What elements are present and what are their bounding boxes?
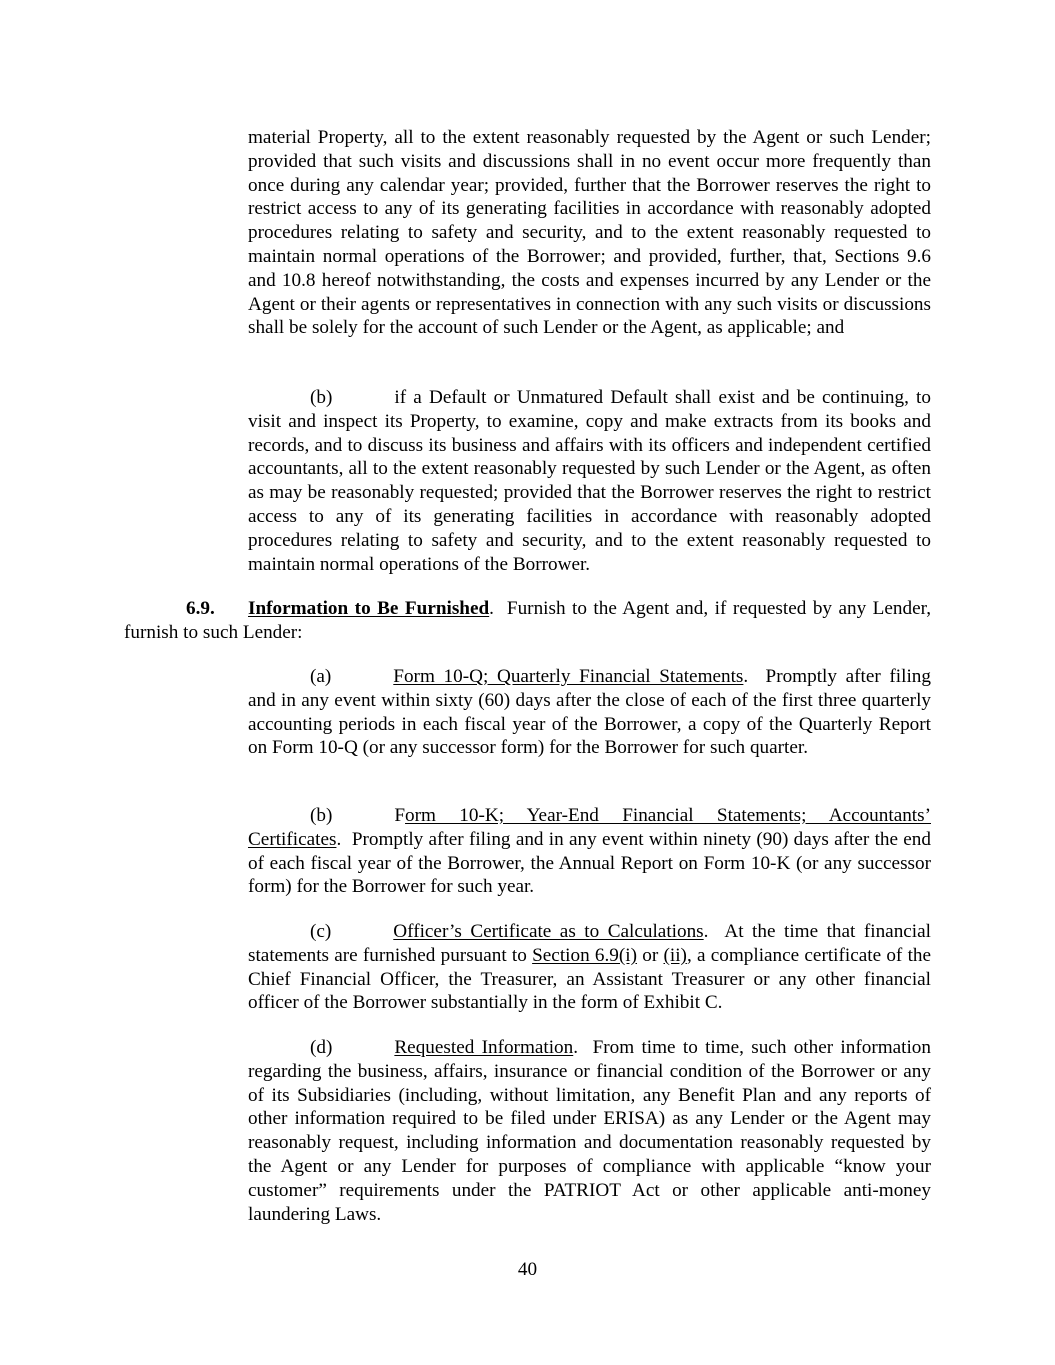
- item-label: (d): [310, 1037, 333, 1058]
- item-label: (b): [310, 387, 333, 408]
- item-text: Promptly after filing and in any event within ninety (90) days after the end of each fiscal year of the Borrower, the Annual Report on Form 10-K (or any successor form) for the Borrower for such year.: [248, 828, 931, 898]
- item-label: (b): [310, 805, 333, 826]
- item-title: Officer’s Certificate as to Calculations: [393, 921, 704, 942]
- item-title: Requested Information: [394, 1037, 574, 1058]
- item-text: Promptly after filing and in any event within sixty (60) days after the close of each of the first three quarterly accounting periods in each fiscal year of the Borrower, a copy of the Quarterly Report on Form 10-Q (or any successor form) for the Borrower for such quarter.: [248, 666, 931, 759]
- item-text: , a compliance certificate of the Chief Financial Officer, the Treasurer, an Assistant Treasurer or any other financial officer of the Borrower substantially in the form of Exhibit C.: [248, 944, 932, 1014]
- page-number: 40: [517, 1259, 538, 1280]
- item-text: or: [642, 944, 659, 966]
- item-text: At the time that financial statements are furnished pursuant to: [248, 921, 931, 966]
- section-6-9: [124, 597, 931, 645]
- section-reference: (ii): [663, 944, 687, 966]
- item-b: [248, 804, 931, 899]
- paragraph-text: if a Default or Unmatured Default shall exist and be continuing, to visit and inspect its Property, to examine, copy and make extracts from its books and records, and to discuss its business and affairs with its officers and independent certified accountants, all to the extent reasonably requested by such Lender or the Agent, as often as may be reasonably requested; provided that the Borrower reserves the right to restrict access to any of its generating facilities in accordance with reasonably adopted procedures relating to safety and security, and to the extent reasonably requested to maintain normal operations of the Borrower.: [248, 387, 931, 575]
- section-reference: Section 6.9(i): [532, 944, 637, 966]
- paragraph-continued: [248, 126, 931, 340]
- item-title: Form 10-Q; Quarterly Financial Statements: [393, 666, 744, 687]
- item-title-period: .: [573, 1037, 579, 1058]
- item-a: [248, 665, 931, 760]
- item-text: From time to time, such other information regarding the business, affairs, insurance or financial condition of the Borrower or any of its Subsidiaries (including, without limitation, any Benefit Plan and any reports of other information required to be filed under ERISA) as any Lender or the Agent may reasonably request, including information and documentation reasonably requested by the Agent or any Lender for purposes of compliance with applicable “know your customer” requirements under the PATRIOT Act or other applicable anti-money laundering Laws.: [248, 1037, 931, 1225]
- item-c: [248, 920, 931, 1015]
- item-title-lead: F: [394, 805, 406, 826]
- paragraph-b-inspection: [248, 386, 931, 576]
- item-label: (a): [310, 666, 332, 687]
- item-title-period: .: [743, 666, 749, 687]
- item-title: orm 10-K; Year-End Financial Statements; Accountants’ Certificates: [248, 805, 931, 850]
- item-label: (c): [310, 921, 332, 942]
- paragraph-text: material Property, all to the extent reasonably requested by the Agent or such Lender; provided that such visits and discussions shall in no event occur more frequently than once during any calendar year; provided, further that the Borrower reserves the right to restrict access to any of its generating facilities in accordance with reasonably adopted procedures relating to safety and security, and to the extent reasonably requested to maintain normal operations of the Borrower; and provided, further, that, Sections 9.6 and 10.8 hereof notwithstanding, the costs and expenses incurred by any Lender or the Agent or their agents or representatives in connection with any such visits or discussions shall be solely for the account of such Lender or the Agent, as applicable; and: [248, 127, 931, 339]
- section-number: 6.9.: [186, 598, 215, 619]
- section-heading-period: .: [489, 598, 494, 619]
- section-heading: Information to Be Furnished: [248, 598, 490, 619]
- item-title-period: .: [703, 921, 709, 942]
- item-d: [248, 1036, 931, 1226]
- item-title-period: .: [336, 828, 342, 850]
- section-text: Furnish to the Agent and, if requested by any Lender, furnish to such Lender:: [124, 598, 932, 643]
